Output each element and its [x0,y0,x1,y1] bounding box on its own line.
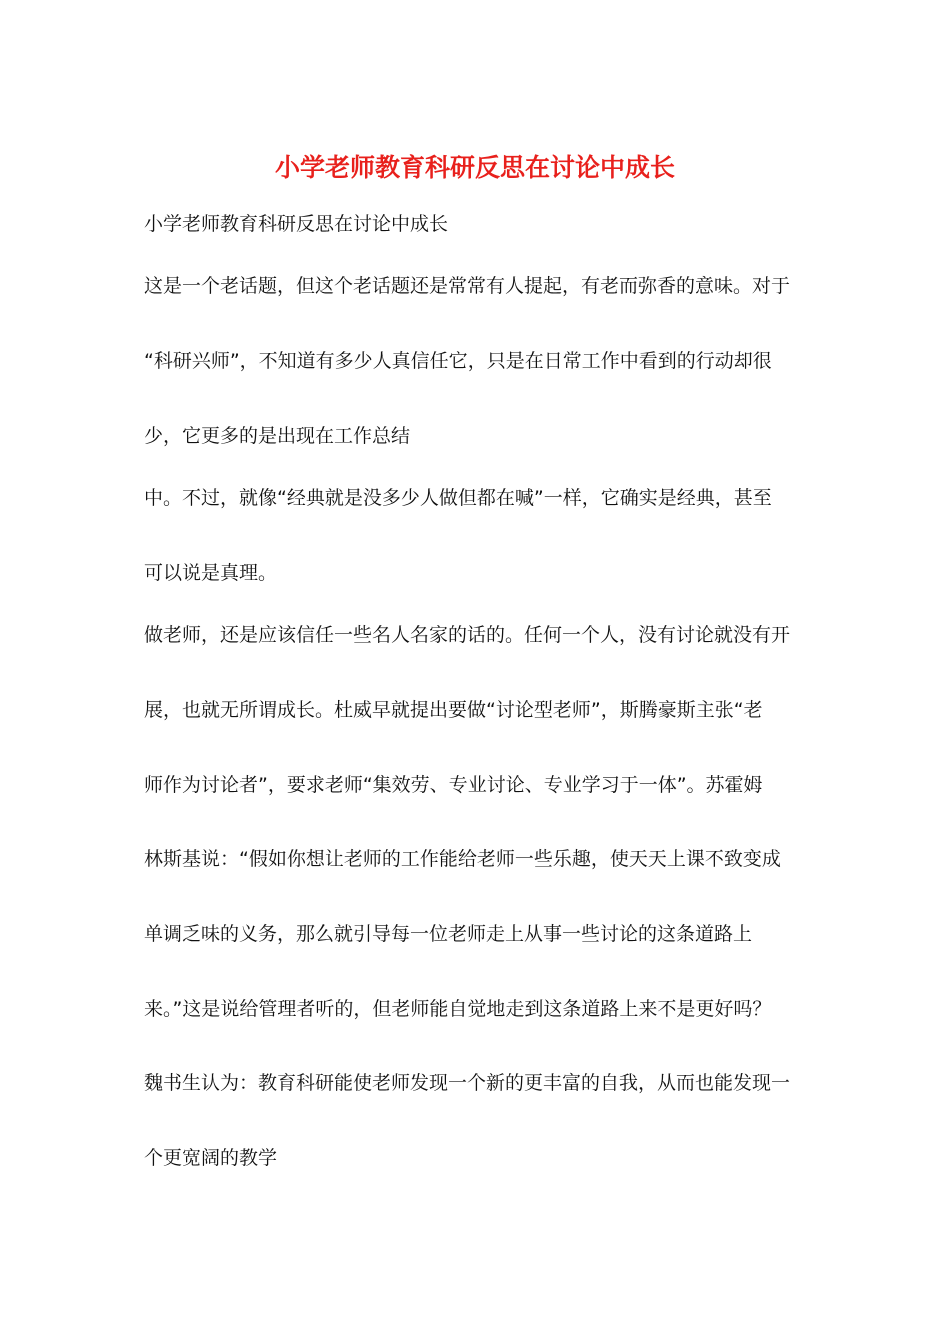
text-line: 这是一个老话题，但这个老话题还是常常有人提起，有老而弥香的意味。对于 [144,275,791,297]
text-line: 魏书生认为：教育科研能使老师发现一个新的更丰富的自我，从而也能发现一 [144,1072,791,1094]
text-line: 个更宽阔的教学 [144,1147,278,1169]
text-line: 少，它更多的是出现在工作总结 [144,425,411,447]
text-line: 小学老师教育科研反思在讨论中成长 [144,213,449,235]
text-line: 林斯基说：“假如你想让老师的工作能给老师一些乐趣，使天天上课不致变成 [144,848,781,870]
text-line: 做老师，还是应该信任一些名人名家的话的。任何一个人，没有讨论就没有开 [144,624,791,646]
text-line: 单调乏味的义务，那么就引导每一位老师走上从事一些讨论的这条道路上 [144,923,753,945]
document-title: 小学老师教育科研反思在讨论中成长 [274,153,675,182]
text-line: 可以说是真理。 [144,562,278,584]
text-line: 展，也就无所谓成长。杜威早就提出要做“讨论型老师”，斯腾豪斯主张“老 [144,699,763,721]
text-line: 来。”这是说给管理者听的，但老师能自觉地走到这条道路上来不是更好吗？ [144,998,772,1020]
text-line: 师作为讨论者”，要求老师“集效劳、专业讨论、专业学习于一体”。苏霍姆 [144,774,763,796]
text-line: 中。不过，就像“经典就是没多少人做但都在喊”一样，它确实是经典，甚至 [144,487,772,509]
text-line: “科研兴师”，不知道有多少人真信任它，只是在日常工作中看到的行动却很 [144,350,772,372]
